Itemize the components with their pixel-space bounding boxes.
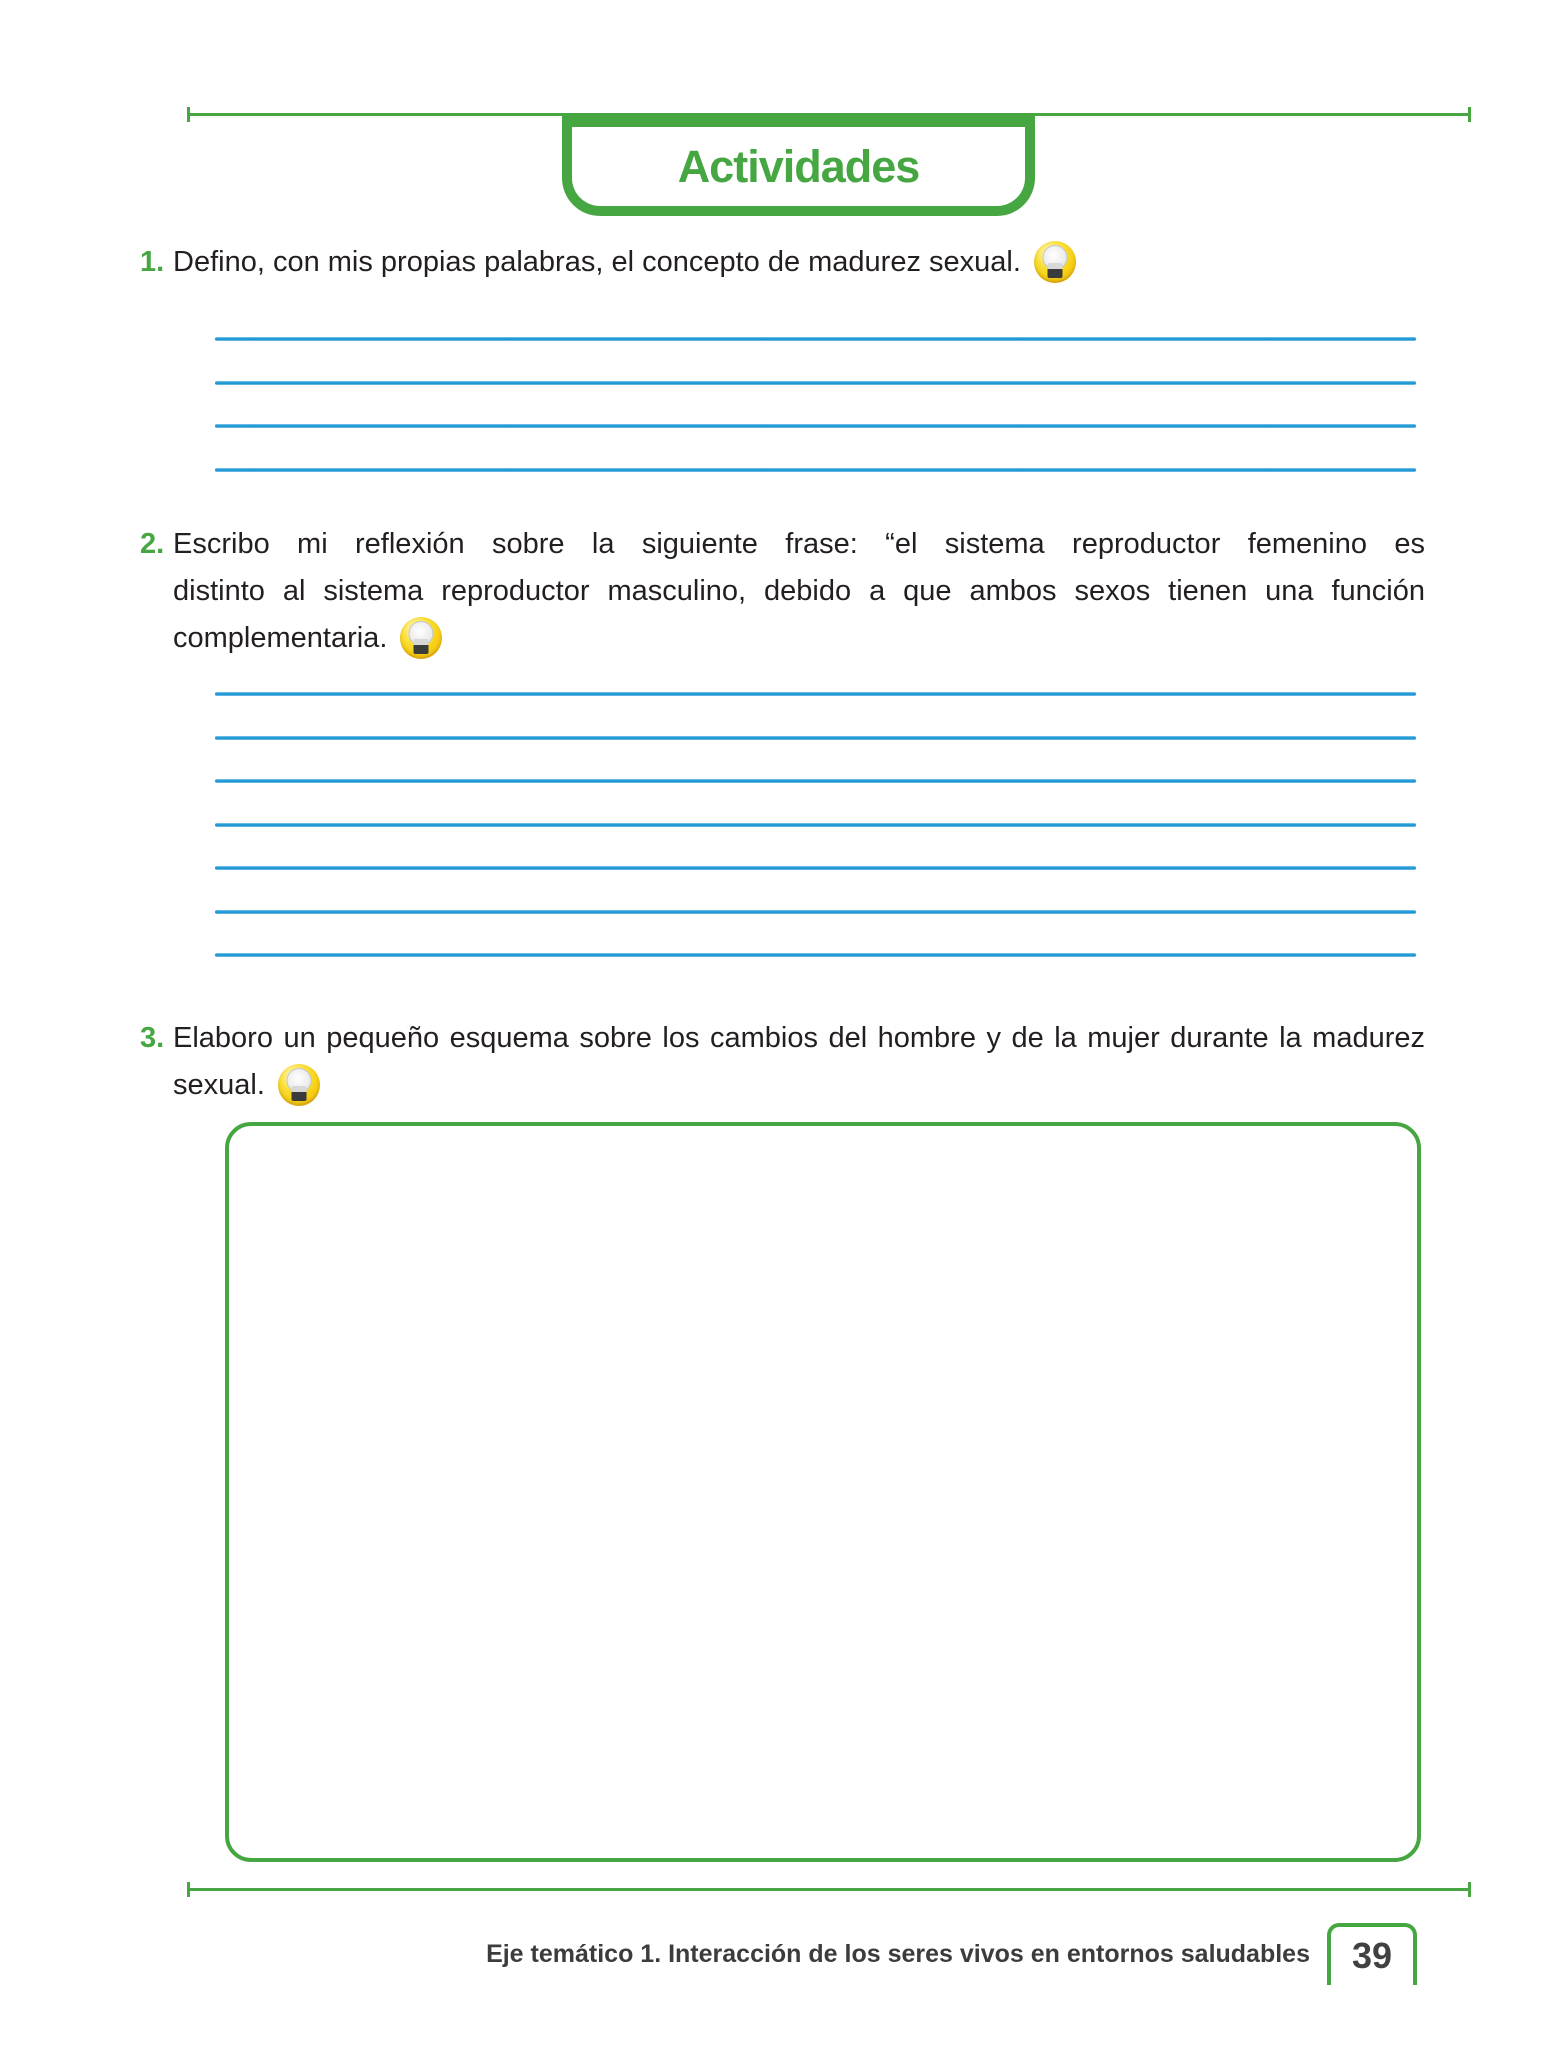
activity-3 — [140, 1015, 1425, 1109]
activity-3-text-line — [173, 1062, 1425, 1109]
writing-line — [215, 736, 1416, 740]
activity-2-text-line — [173, 615, 1425, 662]
activities-title-tab — [562, 113, 1035, 216]
activity-3-text-block — [173, 1015, 1425, 1109]
writing-line — [215, 468, 1416, 472]
writing-line — [215, 953, 1416, 957]
lightbulb-icon — [1034, 241, 1076, 283]
writing-line — [215, 823, 1416, 827]
writing-line — [215, 910, 1416, 914]
lightbulb-icon — [400, 617, 442, 659]
writing-line — [215, 381, 1416, 385]
activity-3-answer-box — [225, 1122, 1421, 1862]
page-number: 39 — [1351, 1935, 1393, 1976]
activity-1 — [140, 239, 1425, 286]
activity-3-text-line: Elaboro un pequeño esquema sobre los cambios del hombre y de la mujer durante la madurez — [173, 1022, 1425, 1054]
lightbulb-icon — [278, 1064, 320, 1106]
page-title: Actividades — [677, 140, 920, 192]
activity-2-number: 2. — [140, 528, 165, 560]
footer-breadcrumb: Eje temático 1. Interacción de los seres vivos en entornos saludables — [486, 1939, 1310, 1968]
activity-2-text: complementaria. — [173, 622, 388, 654]
activity-2-text-block — [173, 521, 1425, 662]
activity-1-answer-lines — [215, 337, 1416, 472]
activity-1-text-block — [173, 239, 1425, 286]
writing-line — [215, 424, 1416, 428]
activity-3-text: sexual. — [173, 1069, 265, 1101]
page-footer — [486, 1923, 1417, 1985]
bottom-divider — [188, 1888, 1470, 1891]
activity-2-answer-lines — [215, 692, 1416, 957]
writing-line — [215, 779, 1416, 783]
activity-2 — [140, 521, 1425, 662]
writing-line — [215, 866, 1416, 870]
activity-2-text-line: distinto al sistema reproductor masculino, debido a que ambos sexos tienen una función — [173, 575, 1425, 607]
writing-line — [215, 692, 1416, 696]
page-number-box — [1327, 1923, 1417, 1985]
writing-line — [215, 337, 1416, 341]
activity-1-number: 1. — [140, 246, 165, 278]
activity-1-text: Defino, con mis propias palabras, el concepto de madurez sexual. — [173, 246, 1021, 278]
activity-2-text-line: Escribo mi reflexión sobre la siguiente frase: “el sistema reproductor femenino es — [173, 528, 1425, 560]
activity-3-number: 3. — [140, 1022, 165, 1054]
